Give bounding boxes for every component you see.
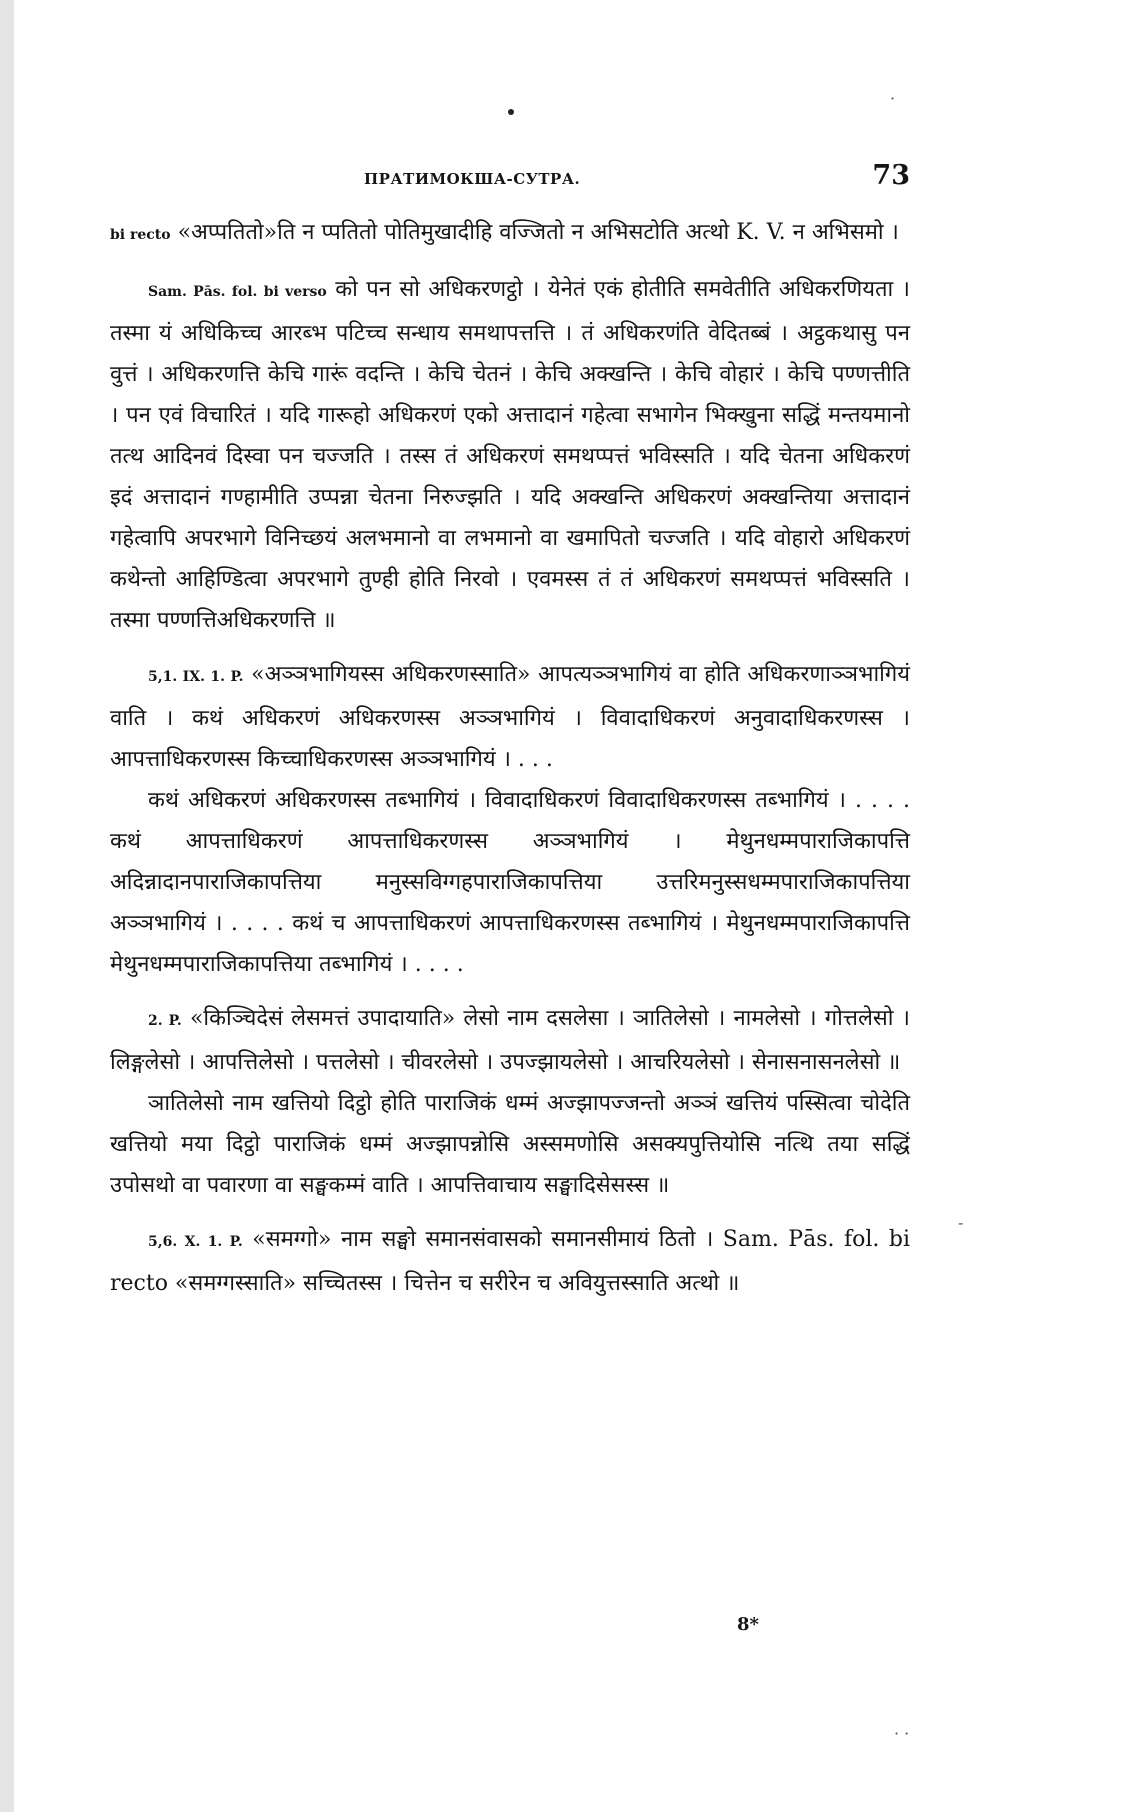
margin-speck: · <box>890 89 896 108</box>
paragraph-7 <box>110 1219 910 1304</box>
paragraph-6 <box>110 1083 910 1206</box>
running-title: ПРАТИМОКША-СУТРА. <box>364 170 581 188</box>
paragraph-text: «अप्पतितो»ति न प्पतितो पोतिमुखादीहि वज्जितो न अभिसटोति अत्थो K. V. न अभिसमो । <box>177 220 899 245</box>
paragraph-text: कथं अधिकरणं अधिकरणस्स तब्भागियं । विवादाधिकरणं विवादाधिकरणस्स तब्भागियं । . . . . कथं आपत्ताधिकरणं आपत्ताधिकरणस्स अञ्ञभागियं । मेथुनधम्मपाराजिकापत्ति अदिन्नादानपाराजिकापत्तिया मनुस्सविग्गहपाराजिकापत्तिया उत्तरिमनुस्सधम्मपाराजिकापत्तिया अञ्ञभागियं । . . . . कथं च आपत्ताधिकरणं आपत्ताधिकरणस्स तब्भागियं । मेथुनधम्मपाराजिकापत्ति मेथुनधम्मपाराजिकापत्तिया तब्भागियं । . . . . <box>110 788 910 977</box>
page-mark-dot <box>508 109 514 115</box>
paragraph-1 <box>110 212 910 256</box>
paragraph-text: «समग्गो» नाम सङ्घो समानसंवासको समानसीमायं ठितो । Sam. Pās. fol. bi recto «समग्गस्साति» सच्चितस्स । चित्तेन च सरीरेन च अवियुत्तस्साति अत्थो ॥ <box>110 1227 910 1296</box>
paragraph-text: ञातिलेसो नाम खत्तियो दिट्ठो होति पाराजिकं धम्मं अज्झापज्जन्तो अञ्ञं खत्तियं पस्सित्वा चोदेति खत्तियो मया दिट्ठो पाराजिकं धम्मं अज्झापन्नोसि अस्समणोसि असक्यपुत्तियोसि नत्थि तया सद्धिं उपोसथो वा पवारणा वा सङ्घकम्मं वाति । आपत्तिवाचाय सङ्घादिसेसस्स ॥ <box>110 1091 910 1198</box>
paragraph-text: को पन सो अधिकरणट्ठो । येनेतं एकं होतीति समवेतीति अधिकरणियता । तस्मा यं अधिकिच्च आरब्भ पटिच्च सन्धाय समथापत्तत्ति । तं अधिकरणंति वेदितब्बं । अट्ठकथासु पन वुत्तं । अधिकरणत्ति केचि गारूं वदन्ति । केचि चेतनं । केचि अक्खन्ति । केचि वोहारं । केचि पण्णत्तीति । पन एवं विचारितं । यदि गारूहो अधिकरणं एको अत्तादानं गहेत्वा सभागेन भिक्खुना सद्धिं मन्तयमानो तत्थ आदिनवं दिस्वा पन चज्जति । तस्स तं अधिकरणं समथप्पत्तं भविस्सति । यदि चेतना अधिकरणं इदं अत्तादानं गण्हामीति उप्पन्ना चेतना निरुज्झति । यदि अक्खन्ति अधिकरणं अक्खन्तिया अत्तादानं गहेत्वापि अपरभागे विनिच्छयं अलभमानो वा लभमानो वा खमापितो चज्जति । यदि वोहारो अधिकरणं कथेन्तो आहिण्डित्वा अपरभागे तुण्ही होति निरवो । एवमस्स तं तं अधिकरणं समथप्पत्तं भविस्सति । तस्मा पण्णत्तिअधिकरणत्ति ॥ <box>110 277 911 633</box>
reference-label: 5,6. X. 1. P. <box>148 1234 243 1250</box>
reference-label: 2. P. <box>148 1013 182 1029</box>
signature-mark: 8* <box>737 1614 759 1635</box>
body-text <box>110 212 910 1317</box>
reference-label: bi recto <box>110 227 171 243</box>
paragraph-text: «किञ्चिदेसं लेसमत्तं उपादायाति» लेसो नाम दसलेसा । ञातिलेसो । नामलेसो । गोत्तलेसो । लिङ्गलेसो । आपत्तिलेसो । पत्तलेसो । चीवरलेसो । उपज्झायलेसो । आचरियलेसो । सेनासनासनलेसो ॥ <box>110 1006 911 1075</box>
paragraph-4 <box>110 780 910 985</box>
margin-speck: - <box>958 1213 964 1232</box>
page-header <box>110 160 910 200</box>
paragraph-text: «अञ्ञभागियस्स अधिकरणस्साति» आपत्यञ्ञभागियं वा होति अधिकरणाञ्ञभागियं वाति । कथं अधिकरणं अधिकरणस्स अञ्ञभागियं । विवादाधिकरणं अनुवादाधिकरणस्स । आपत्ताधिकरणस्स किच्चाधिकरणस्स अञ्ञभागियं । . . . <box>110 662 910 772</box>
page-number: 73 <box>872 160 910 191</box>
margin-speck: · · <box>894 1724 910 1743</box>
paragraph-5 <box>110 998 910 1083</box>
paragraph-2 <box>110 269 910 641</box>
paragraph-3 <box>110 654 910 780</box>
reference-label: Sam. Pās. fol. bi verso <box>148 284 327 300</box>
reference-label: 5,1. IX. 1. P. <box>148 669 244 685</box>
